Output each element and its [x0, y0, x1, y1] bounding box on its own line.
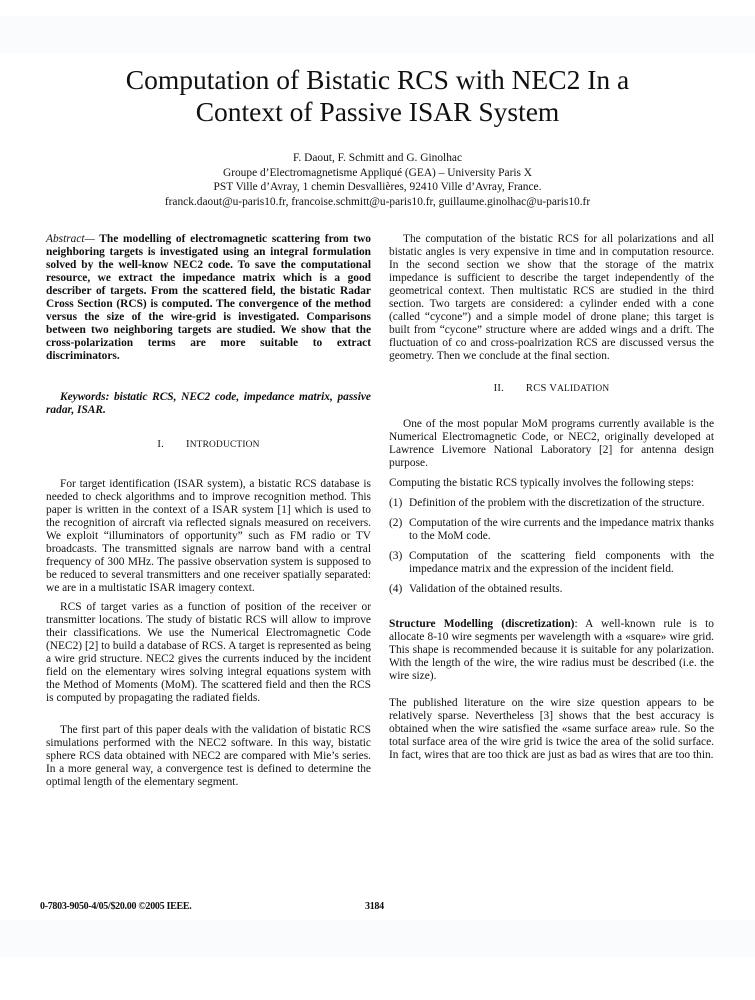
title-line-1: Computation of Bistatic RCS with NEC2 In a [125, 64, 630, 95]
section-number: I. [157, 439, 164, 450]
list-item [389, 497, 714, 510]
intro-continuation: The computation of the bistatic RCS for all polarizations and all bistatic angles is very expensive in time and in computation resource. In the second section we show that the storage of the matrix impedance is sufficient to describe the target independently of the geometrical context. Then multistatic RCS are studied in the third section. Two targets are considered: a cylinder ended with a cone (called “cycone”) and a simple model of drone plane; this target is built from “cycone” structure where are added wings and a drift. The fluctuation of co and cross-poalrization RCS are discussed versus the geometry. Then we conclude at the final section. [389, 233, 714, 362]
steps-list [389, 497, 714, 596]
list-item [389, 550, 714, 576]
structure-modelling-text: : A well-known rule is to allocate 8-10 wire segments per wavelength with a «square» wire grid. This shape is recommended because it is suitable for any polarization. With the length of the wire, the wire radius must be described (i.e. the wire size). [389, 618, 715, 682]
author-address: PST Ville d’Avray, 1 chemin Desvallières, 92410 Ville d’Avray, France. [213, 181, 542, 194]
step-number: (3) [389, 550, 403, 562]
step-number: (1) [389, 497, 403, 509]
validation-paragraph-1: One of the most popular MoM programs currently available is the Numerical Electromagnetic Code, or NEC2, originally developed at Lawrence Livemore National Laboratory [2] for antenna design purpose. [389, 418, 714, 469]
structure-modelling-paragraph [389, 618, 714, 683]
left-column [46, 233, 371, 789]
section-number: II. [493, 383, 504, 394]
keywords: Keywords: bistatic RCS, NEC2 code, impedance matrix, passive radar, ISAR. [46, 391, 371, 416]
abstract-text: The modelling of electromagnetic scattering from two neighboring targets is investigated using an integral formulation solved by the well-know NEC2 code. To save the computational resource, we extract the impedance matrix which is a good describer of targets. From the scattered field, the bistatic Radar Cross Section (RCS) is computed. The convergence of the method versus the size of the wire-grid is investigated. Comparisons between two neighboring targets are studied. We show that the cross-polarization terms are more suitable to extract discriminators. [46, 233, 371, 362]
step-number: (4) [389, 583, 403, 595]
paper-title [40, 64, 715, 128]
copyright-notice: 0-7803-9050-4/05/$20.00 ©2005 IEEE. [40, 901, 192, 912]
validation-paragraph-2: Computing the bistatic RCS typically involves the following steps: [389, 477, 694, 489]
intro-paragraph-2: RCS of target varies as a function of position of the receiver or transmitter locations. The study of bistatic RCS will allow to improve their classifications. We use the Numerical Electromagnetic Code (NEC2) [2] to build a database of RCS. A target is represented as being a wire grid structure. NEC2 gives the currents induced by the incident field on the elementary wires solving integral equations system with the Method of Moments (MoM). The scattered field and then the RCS is computed by propagating the radiated fields. [46, 601, 371, 704]
abstract-dash: — [84, 233, 95, 245]
abstract [46, 233, 371, 363]
intro-paragraph-3: The first part of this paper deals with the validation of bistatic RCS simulations performed with the NEC2 software. In this way, bistatic sphere RCS data obtained with NEC2 are compared with Mie’s series. In a more general way, a convergence test is defined to determine the optimal length of the elementary segment. [46, 724, 371, 788]
step-text: Computation of the scattering field components with the impedance matrix and the expression of the incident field. [409, 550, 714, 575]
section-heading-validation [389, 382, 714, 396]
step-text: Definition of the problem with the discretization of the structure. [409, 497, 705, 509]
title-line-2: Context of Passive ISAR System [195, 96, 560, 127]
right-column [389, 233, 714, 762]
step-text: Computation of the wire currents and the impedance matrix thanks to the MoM code. [409, 517, 714, 542]
abstract-label: Abstract [46, 233, 85, 245]
author-emails: franck.daout@u-paris10.fr, francoise.schmitt@u-paris10.fr, guillaume.ginolhac@u-paris10.fr [164, 195, 591, 208]
author-affiliation: Groupe d’Electromagnetisme Appliqué (GEA) – University Paris X [222, 166, 533, 179]
list-item [389, 583, 714, 596]
author-block [40, 151, 715, 209]
step-text: Validation of the obtained results. [409, 583, 563, 595]
section-title-prefix: RCS V [525, 383, 558, 394]
validation-paragraph-last: The published literature on the wire size question appears to be relatively sparse. Nevertheless [3] shows that the best accuracy is obtained when the wire satisfied the «same surface area» rule. So the total surface area of the wire grid is twice the area of the solid surface. In fact, wires that are too thick are just as bad as wires that are too thin. [389, 697, 714, 761]
list-item [389, 517, 714, 543]
section-heading-introduction [46, 438, 371, 452]
author-names: F. Daout, F. Schmitt and G. Ginolhac [292, 152, 463, 164]
page-number: 3184 [365, 901, 384, 912]
structure-modelling-label: Structure Modelling (discretization) [389, 618, 575, 630]
section-title-first: I [185, 439, 190, 450]
step-number: (2) [389, 517, 403, 529]
intro-paragraph-1: For target identification (ISAR system), a bistatic RCS database is needed to check algorithms and to improve recognition method. This paper is written in the context of a ISAR system [1] which is used to the recognition of aircraft via reflected signals measured on receivers. We exploit “illuminators of opportunity” such as FM radio or TV broadcasts. The transmitted signals are narrow band with a central frequency of 300 MHz. The passive observation system is supposed to be reduced to several transmitters and one receiver spatially separated: we are in a multistatic ISAR imagery context. [46, 478, 371, 594]
section-title-rest: ALIDATION [557, 384, 610, 394]
section-title-rest: NTRODUCTION [189, 440, 260, 450]
